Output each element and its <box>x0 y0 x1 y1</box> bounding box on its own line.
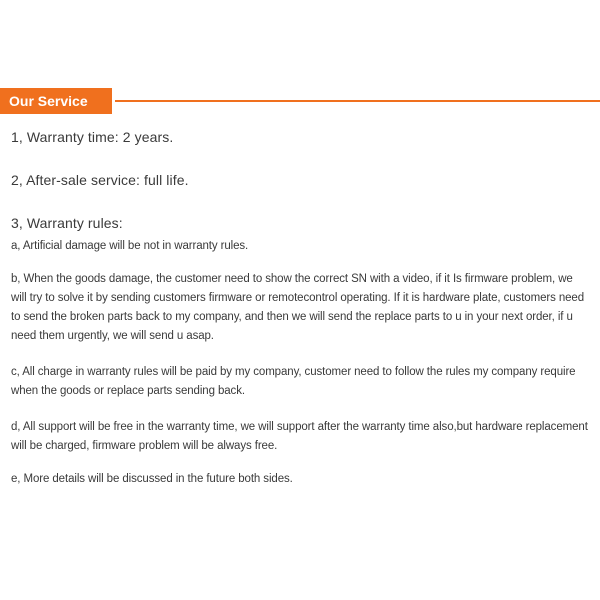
warranty-time-item: 1, Warranty time: 2 years. <box>11 129 174 145</box>
warranty-rule-b: b, When the goods damage, the customer need to show the correct SN with a video, if it Is firmware problem, we will try to solve it by sending customers firmware or remotecontrol operating. If it is hardware plate, customers need to send the broken parts back to my company, and then we will send the replace parts to u in your next order, if u need them urgently, we will send u asap. <box>11 273 585 342</box>
warranty-rules-item: 3, Warranty rules: <box>11 215 123 231</box>
header-rule-line <box>115 100 600 102</box>
section-title-badge <box>0 88 112 114</box>
warranty-rule-a: a, Artificial damage will be not in warranty rules. <box>11 240 249 252</box>
warranty-rule-c: c, All charge in warranty rules will be paid by my company, customer need to follow the rules my company require when the goods or replace parts sending back. <box>11 366 576 397</box>
section-header <box>0 88 600 114</box>
after-sale-service-item: 2, After-sale service: full life. <box>11 172 189 188</box>
service-content <box>11 130 589 489</box>
warranty-rule-e: e, More details will be discussed in the future both sides. <box>11 473 293 485</box>
warranty-rule-d: d, All support will be free in the warranty time, we will support after the warranty time also,but hardware replacement will be charged, firmware problem will be always free. <box>11 421 588 452</box>
section-title: Our Service <box>9 93 88 109</box>
